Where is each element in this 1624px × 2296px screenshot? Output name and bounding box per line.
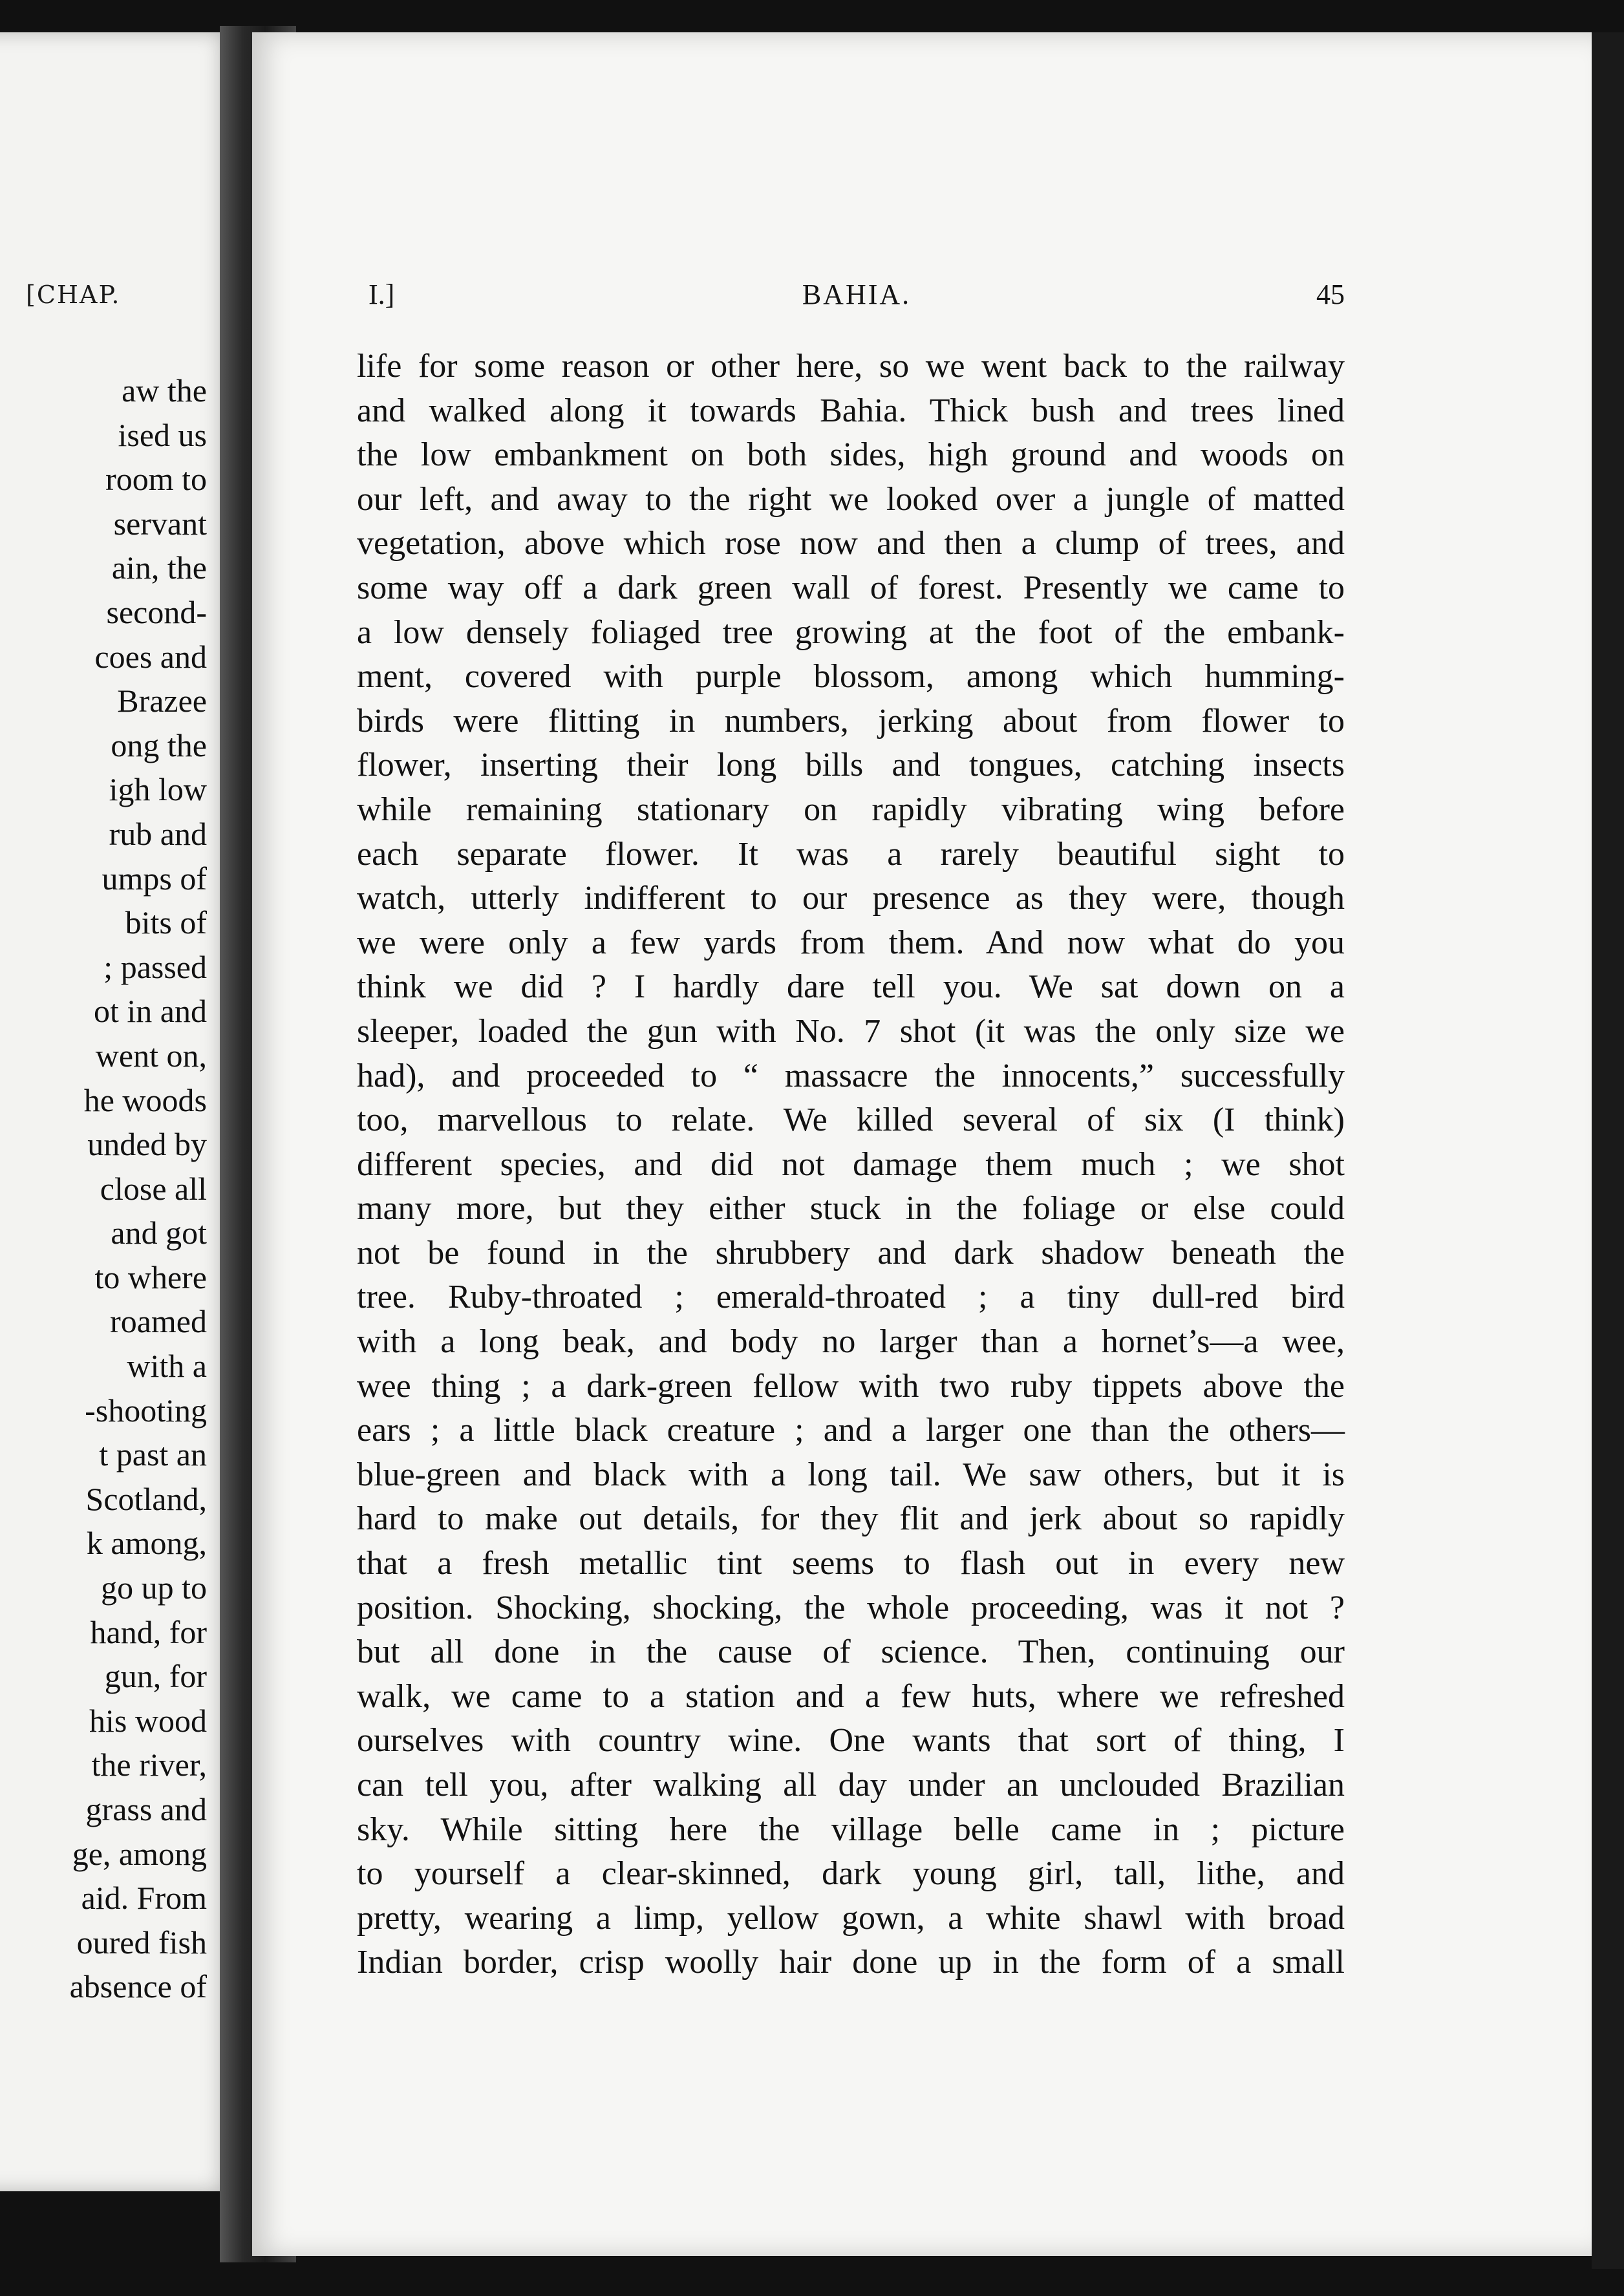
left-text-line: unded by bbox=[87, 1126, 207, 1163]
text-line: different species, and did not damage them much ; we shot bbox=[357, 1145, 1345, 1183]
running-head bbox=[369, 278, 1345, 317]
text-line: birds were flitting in numbers, jerking about from flower to bbox=[357, 702, 1345, 739]
text-line: too, marvellous to relate. We killed several of six (I think) bbox=[357, 1101, 1345, 1139]
text-line: and walked along it towards Bahia. Thick bush and trees lined bbox=[357, 392, 1345, 429]
text-line: we were only a few yards from them. And now what do you bbox=[357, 924, 1345, 961]
text-line: to yourself a clear-skinned, dark young girl, tall, lithe, and bbox=[357, 1855, 1345, 1893]
text-line: some way off a dark green wall of forest. Presently we came to bbox=[357, 569, 1345, 606]
left-text-line: ain, the bbox=[111, 549, 207, 586]
text-line: position. Shocking, shocking, the whole proceeding, was it not ? bbox=[357, 1589, 1345, 1626]
text-line: but all done in the cause of science. Then, continuing our bbox=[357, 1633, 1345, 1671]
text-line: that a fresh metallic tint seems to flash out in every new bbox=[357, 1545, 1345, 1582]
text-line: Indian border, crisp woolly hair done up in the form of a small bbox=[357, 1944, 1345, 1981]
left-text-line: igh low bbox=[109, 771, 207, 808]
left-text-line: -shooting bbox=[85, 1392, 207, 1429]
text-line: with a long beak, and body no larger than a hornet’s—a wee, bbox=[357, 1323, 1345, 1361]
text-line: each separate flower. It was a rarely beautiful sight to bbox=[357, 835, 1345, 873]
page-title: BAHIA. bbox=[802, 279, 912, 310]
left-text-line: rub and bbox=[109, 815, 207, 852]
left-text-line: bits of bbox=[125, 904, 207, 941]
text-line: life for some reason or other here, so we went back to the railway bbox=[357, 348, 1345, 385]
left-text-line: with a bbox=[127, 1348, 207, 1385]
left-text-line: aw the bbox=[122, 372, 207, 409]
left-text-line: he woods bbox=[83, 1081, 207, 1118]
left-text-line: Scotland, bbox=[85, 1480, 207, 1517]
chapter-marker: I.] bbox=[369, 279, 395, 310]
text-line: hard to make out details, for they flit and jerk about so rapidly bbox=[357, 1500, 1345, 1538]
text-line: while remaining stationary on rapidly vibrating wing before bbox=[357, 791, 1345, 828]
text-line: had), and proceeded to “ massacre the innocents,” successfully bbox=[357, 1057, 1345, 1094]
left-text-line: roamed bbox=[110, 1303, 207, 1340]
text-line: walk, we came to a station and a few huts, where we refreshed bbox=[357, 1677, 1345, 1715]
left-text-line: servant bbox=[113, 505, 207, 542]
left-text-line: ised us bbox=[118, 416, 207, 453]
left-page-text bbox=[0, 368, 207, 2009]
page-number: 45 bbox=[1316, 279, 1345, 310]
text-line: not be found in the shrubbery and dark shadow beneath the bbox=[357, 1234, 1345, 1271]
left-text-line: ; passed bbox=[103, 948, 207, 985]
left-text-line: close all bbox=[100, 1170, 207, 1207]
left-text-line: oured fish bbox=[76, 1924, 207, 1961]
left-text-line: grass and bbox=[85, 1791, 207, 1827]
left-text-line: and got bbox=[111, 1215, 207, 1251]
text-line: many more, but they either stuck in the foliage or else could bbox=[357, 1190, 1345, 1228]
left-text-line: room to bbox=[105, 461, 207, 498]
text-line: flower, inserting their long bills and tongues, catching insects bbox=[357, 747, 1345, 784]
left-text-line: k among, bbox=[86, 1525, 207, 1562]
body-text bbox=[357, 345, 1345, 1985]
page-edge-shadow bbox=[1592, 32, 1624, 2269]
text-line: sky. While sitting here the village belle came in ; picture bbox=[357, 1811, 1345, 1848]
left-text-line: gun, for bbox=[104, 1658, 207, 1695]
left-text-line: to where bbox=[94, 1259, 207, 1295]
text-line: blue-green and black with a long tail. We saw others, but it is bbox=[357, 1456, 1345, 1493]
left-text-line: absence of bbox=[69, 1968, 207, 2005]
text-line: pretty, wearing a limp, yellow gown, a white shawl with broad bbox=[357, 1899, 1345, 1937]
left-text-line: aid. From bbox=[81, 1880, 207, 1917]
left-text-line: second- bbox=[106, 593, 207, 630]
left-page bbox=[0, 32, 233, 2191]
text-line: tree. Ruby-throated ; emerald-throated ; a tiny dull-red bird bbox=[357, 1279, 1345, 1316]
left-text-line: went on, bbox=[95, 1037, 207, 1074]
left-text-line: go up to bbox=[101, 1569, 207, 1606]
left-text-line: hand, for bbox=[90, 1613, 207, 1650]
left-text-line: coes and bbox=[94, 638, 207, 675]
left-text-line: t past an bbox=[99, 1436, 207, 1473]
left-text-line: ge, among bbox=[72, 1835, 207, 1872]
left-text-line: ot in and bbox=[94, 993, 207, 1030]
text-line: can tell you, after walking all day under an unclouded Brazilian bbox=[357, 1767, 1345, 1803]
left-text-line: his wood bbox=[89, 1702, 207, 1739]
left-running-head: [CHAP. bbox=[26, 281, 121, 309]
text-line: vegetation, above which rose now and then a clump of trees, and bbox=[357, 525, 1345, 562]
text-line: ourselves with country wine. One wants that sort of thing, I bbox=[357, 1722, 1345, 1759]
text-line: the low embankment on both sides, high ground and woods on bbox=[357, 436, 1345, 474]
left-text-line: umps of bbox=[102, 860, 207, 897]
text-line: ment, covered with purple blossom, among which humming- bbox=[357, 658, 1345, 696]
left-text-line: ong the bbox=[111, 727, 207, 763]
text-line: sleeper, loaded the gun with No. 7 shot (it was the only size we bbox=[357, 1012, 1345, 1050]
text-line: wee thing ; a dark-green fellow with two ruby tippets above the bbox=[357, 1367, 1345, 1405]
left-text-line: the river, bbox=[91, 1747, 207, 1783]
text-line: our left, and away to the right we looked over a jungle of matted bbox=[357, 480, 1345, 518]
text-line: watch, utterly indifferent to our presence as they were, though bbox=[357, 880, 1345, 917]
left-text-line: Brazee bbox=[117, 683, 207, 719]
text-line: ears ; a little black creature ; and a larger one than the others— bbox=[357, 1412, 1345, 1449]
text-line: think we did ? I hardly dare tell you. We sat down on a bbox=[357, 968, 1345, 1006]
text-line: a low densely foliaged tree growing at the foot of the embank- bbox=[357, 613, 1345, 651]
